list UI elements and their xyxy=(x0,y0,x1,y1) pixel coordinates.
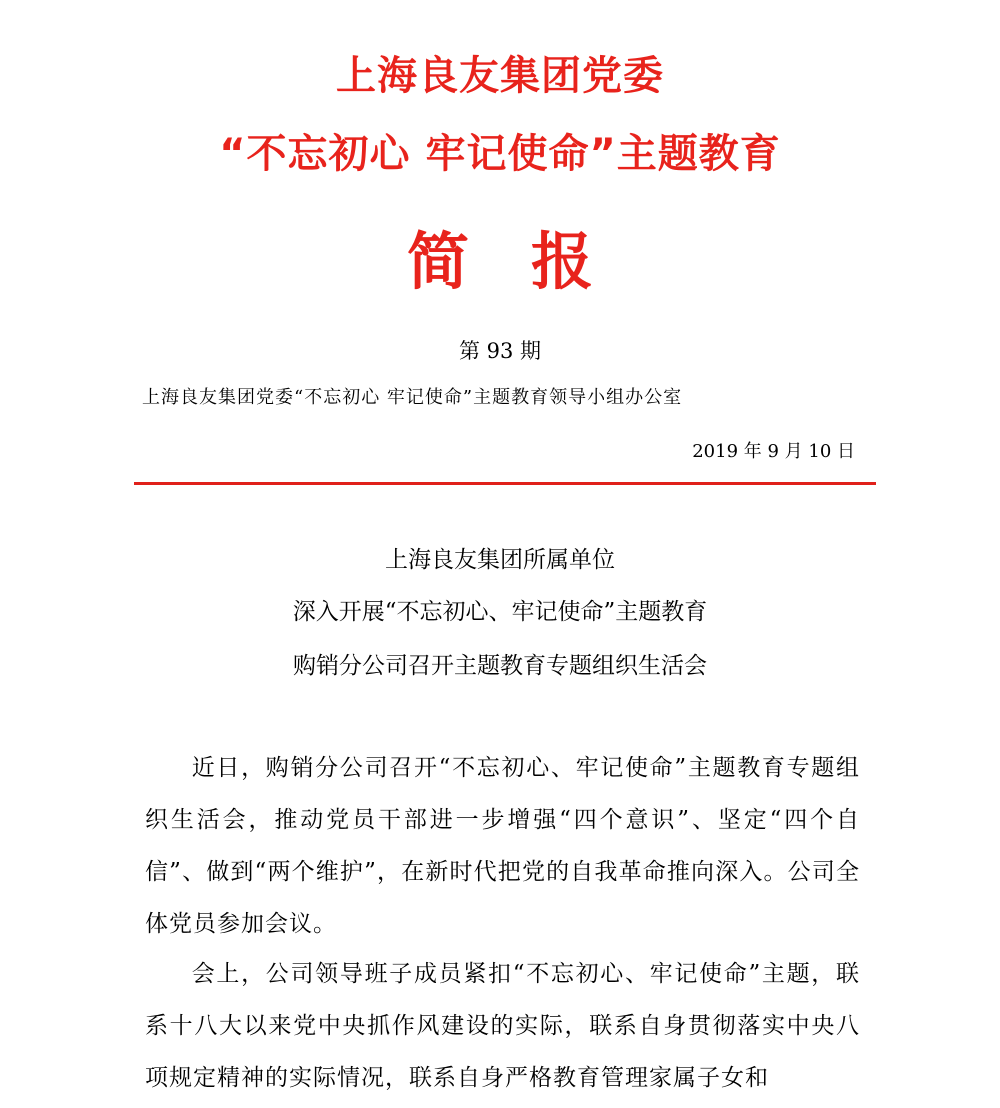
article-title-line-3: 购销分公司召开主题教育专题组织生活会 xyxy=(293,653,707,679)
paragraph-1-text: 近日，购销分公司召开“不忘初心、牢记使命”主题教育专题组织生活会，推动党员干部进一步增强“四个意识”、坚定“四个自信”、做到“两个维护”，在新时代把党的自我革命推向深入。公司全体党员参加会议。 xyxy=(145,755,860,937)
article-paragraph-1 xyxy=(145,742,860,950)
header-divider xyxy=(134,482,876,485)
issue-date: 2019 年 9 月 10 日 xyxy=(692,441,855,462)
issue-number: 第 93 期 xyxy=(458,339,542,363)
masthead-org-title: 上海良友集团党委 xyxy=(336,53,664,99)
article-paragraph-2 xyxy=(145,948,860,1104)
masthead-theme-title: “不忘初心 牢记使命”主题教育 xyxy=(219,131,781,177)
masthead-briefing-title: 简报 xyxy=(406,225,655,298)
article-title-line-2: 深入开展“不忘初心、牢记使命”主题教育 xyxy=(292,599,708,625)
paragraph-2-text: 会上，公司领导班子成员紧扣“不忘初心、牢记使命”主题，联系十八大以来党中央抓作风建设的实际，联系自身贯彻落实中央八项规定精神的实际情况，联系自身严格教育管理家属子女和 xyxy=(145,961,860,1091)
article-title-line-1: 上海良友集团所属单位 xyxy=(385,547,615,573)
issuing-office: 上海良友集团党委“不忘初心 牢记使命”主题教育领导小组办公室 xyxy=(142,387,683,408)
